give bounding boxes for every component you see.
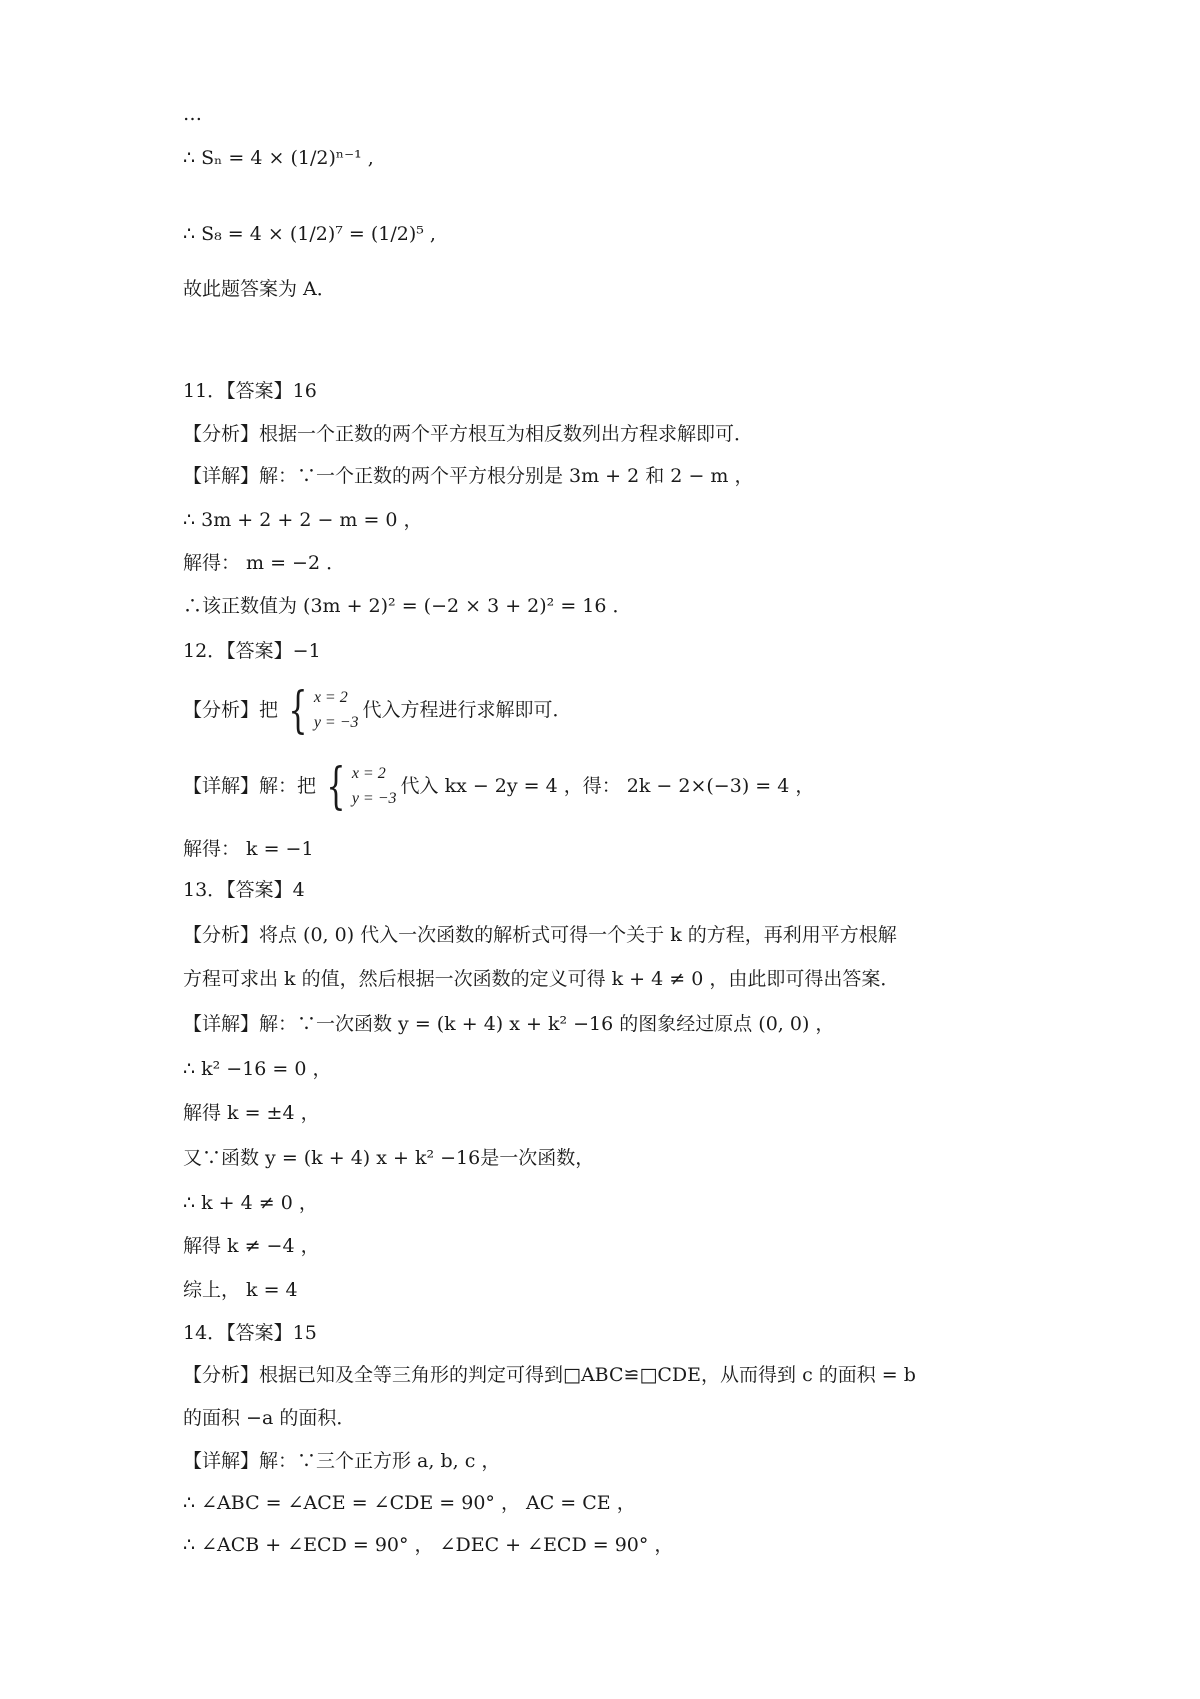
q13-answer-text: 13．【答案】4 [183,879,305,901]
q11-analysis-line [183,421,1050,447]
equation-system [282,681,359,739]
q14-detail-text: 【详解】解：∵三个正方形 a, b, c ， [183,1450,501,1472]
q11-detail-text: 【详解】解：∵一个正数的两个平方根分别是 3m + 2 和 2 − m ， [183,465,754,487]
conclusion-line [183,276,1050,302]
q13-analysis-line-2 [183,966,1050,992]
q14-answer-text: 14．【答案】15 [183,1322,317,1344]
q13-answer-line [183,877,1050,903]
sn-formula-text: ∴ Sₙ = 4 × (1/2)ⁿ⁻¹ , [183,147,374,169]
q13-detail-line [183,1011,1050,1037]
q14-detail-line [183,1448,1050,1474]
q13-step3-text: 又∵函数 y = (k + 4) x + k² −16是一次函数， [183,1147,595,1169]
q13-analysis-text-1: 【分析】将点 (0, 0) 代入一次函数的解析式可得一个关于 k 的方程，再利用平方根解 [183,924,897,946]
system-row-x: x = 2 [313,689,348,706]
ellipsis-text: … [183,103,202,125]
q13-step2-text: 解得 k = ±4 ， [183,1102,320,1124]
q13-detail-text: 【详解】解：∵一次函数 y = (k + 4) x + k² −16 的图象经过原点 (0, 0) ， [183,1013,835,1035]
q11-step2-line [183,550,1050,576]
q11-step2-text: 解得： m = −2 ． [183,552,346,574]
q11-step3-text: ∴该正数值为 (3m + 2)² = (−2 × 3 + 2)² = 16 ． [183,595,632,617]
q14-analysis-text-2: 的面积 −a 的面积． [183,1407,356,1429]
s8-formula-text: ∴ S₈ = 4 × (1/2)⁷ = (1/2)⁵ , [183,223,436,245]
q13-step1-text: ∴ k² −16 = 0 ， [183,1058,332,1080]
q12-analysis-suffix: 代入方程进行求解即可． [362,699,572,721]
q13-step6-line [183,1277,1050,1303]
q11-step3-line [183,593,1050,619]
q11-answer-line [183,378,1050,404]
q12-answer-line [183,638,1050,664]
q14-step1-line [183,1490,1050,1516]
s8-formula-line [183,216,1050,252]
q11-analysis-text: 【分析】根据一个正数的两个平方根互为相反数列出方程求解即可． [183,423,754,445]
q11-step1-text: ∴ 3m + 2 + 2 − m = 0 ， [183,509,423,531]
q13-analysis-text-2: 方程可求出 k 的值，然后根据一次函数的定义可得 k + 4 ≠ 0 ，由此即可得出答案． [183,968,900,990]
q12-detail-prefix: 【详解】解：把 [183,775,317,797]
q14-analysis-text-1: 【分析】根据已知及全等三角形的判定可得到□ABC≌□CDE，从而得到 c 的面积 = b [183,1364,916,1386]
equation-system [320,757,397,815]
q13-step3-line [183,1145,1050,1171]
q12-analysis-prefix: 【分析】把 [183,699,279,721]
q12-analysis-line [183,682,1050,738]
q14-analysis-line-2 [183,1405,1050,1431]
q13-step5-text: 解得 k ≠ −4 ， [183,1235,320,1257]
brace-icon: { [326,757,346,815]
q11-detail-line [183,463,1050,489]
q14-step2-text: ∴ ∠ACB + ∠ECD = 90° ， ∠DEC + ∠ECD = 90° ， [183,1534,674,1556]
q13-step4-text: ∴ k + 4 ≠ 0 ， [183,1192,318,1214]
q12-result-line [183,836,1050,862]
q13-step6-text: 综上， k = 4 [183,1279,298,1301]
q13-step1-line [183,1056,1050,1082]
q13-step2-line [183,1100,1050,1126]
ellipsis-line [183,101,1050,127]
system-row-y: y = −3 [313,714,359,731]
q14-step1-text: ∴ ∠ABC = ∠ACE = ∠CDE = 90° ， AC = CE ， [183,1492,636,1514]
q13-step4-line [183,1190,1050,1216]
q13-step5-line [183,1233,1050,1259]
conclusion-text: 故此题答案为 A． [183,278,336,300]
q14-analysis-line-1 [183,1362,1050,1388]
system-row-y: y = −3 [351,790,397,807]
q11-answer-text: 11．【答案】16 [183,380,317,402]
q12-result-text: 解得： k = −1 [183,838,314,860]
q12-detail-suffix: 代入 kx − 2y = 4 ，得： 2k − 2×(−3) = 4 ， [400,775,815,797]
brace-icon: { [288,681,308,739]
q12-detail-line [183,758,1050,814]
q13-analysis-line-1 [183,922,1050,948]
q14-answer-line [183,1320,1050,1346]
q11-step1-line [183,507,1050,533]
q12-answer-text: 12．【答案】−1 [183,640,321,662]
sn-formula-line [183,140,1050,176]
q14-step2-line [183,1532,1050,1558]
system-row-x: x = 2 [351,765,386,782]
